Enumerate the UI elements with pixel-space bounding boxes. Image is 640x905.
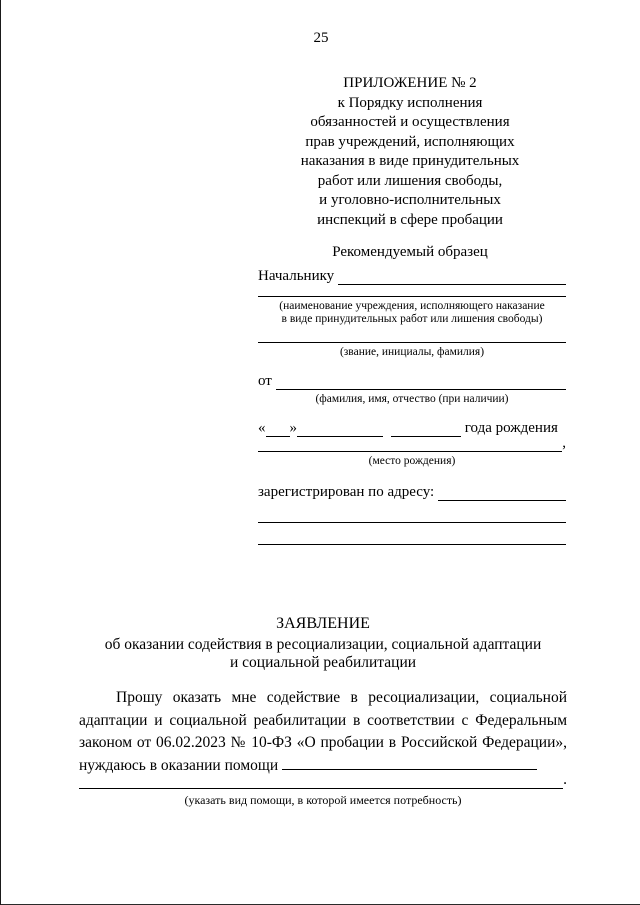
blank-line <box>258 523 566 545</box>
header-line: прав учреждений, исполняющих <box>305 133 515 150</box>
period: . <box>563 771 567 788</box>
header-line: работ или лишения свободы, <box>317 172 503 189</box>
addressee-form <box>258 266 566 545</box>
birth-suffix: года рождения <box>464 420 558 436</box>
birth-date-row <box>258 420 566 440</box>
header-line: к Порядку исполнения <box>337 94 483 111</box>
addressee-row <box>258 266 566 285</box>
blank-line <box>266 420 290 437</box>
statement-title: ЗАЯВЛЕНИЕ <box>276 615 370 632</box>
blank-line <box>282 757 537 770</box>
quote-open: « <box>258 420 266 436</box>
caption-rank: (звание, инициалы, фамилия) <box>339 346 485 358</box>
header-line: и уголовно-исполнительных <box>319 192 501 208</box>
header-line: ПРИЛОЖЕНИЕ № 2 <box>343 75 477 91</box>
appendix-header <box>254 74 566 263</box>
header-line: инспекций в сфере пробации <box>317 211 503 228</box>
page-number: 25 <box>313 30 329 46</box>
blank-line <box>258 285 566 297</box>
birthplace-row <box>258 435 566 452</box>
from-label: от <box>258 373 272 389</box>
blank-line <box>438 500 566 501</box>
header-line: наказания в виде принудительных <box>300 153 520 169</box>
blank-line <box>276 389 566 390</box>
quote-close: » <box>289 420 297 436</box>
statement-subtitle: об оказании содействия в ресоциализации, социальной адаптации и социальной реабилитации <box>104 636 542 671</box>
blank-line <box>79 788 563 789</box>
registered-label: зарегистрирован по адресу: <box>258 484 435 500</box>
statement-paragraph: Прошу оказать мне содействие в ресоциализации, социальной адаптации и социальной реабилитации в соответствии с Федеральным законом от 06.02.2023 № 10-ФЗ «О пробации в Российской Федерации», нуждаюсь в оказании помощи <box>79 689 567 774</box>
statement-section <box>79 615 567 808</box>
caption-birthplace: (место рождения) <box>368 455 456 467</box>
caption-fio: (фамилия, имя, отчество (при наличии) <box>315 393 509 405</box>
blank-line <box>338 284 566 285</box>
help-blank-row <box>79 771 567 789</box>
caption-institution: (наименование учреждения, исполняющего наказание в виде принудительных работ или лишения свободы) <box>279 300 545 325</box>
blank-line <box>297 420 383 437</box>
caption-help: (указать вид помощи, в которой имеется потребность) <box>184 793 462 807</box>
blank-line <box>258 501 566 523</box>
addressee-label: Начальнику <box>258 268 335 284</box>
from-row <box>258 371 566 390</box>
blank-line <box>258 326 566 343</box>
comma: , <box>562 435 566 451</box>
registered-row <box>258 482 566 501</box>
blank-line <box>258 451 562 452</box>
sample-label: Рекомендуемый образец <box>332 244 488 260</box>
blank-line <box>391 420 461 437</box>
header-line: обязанностей и осуществления <box>310 114 510 130</box>
